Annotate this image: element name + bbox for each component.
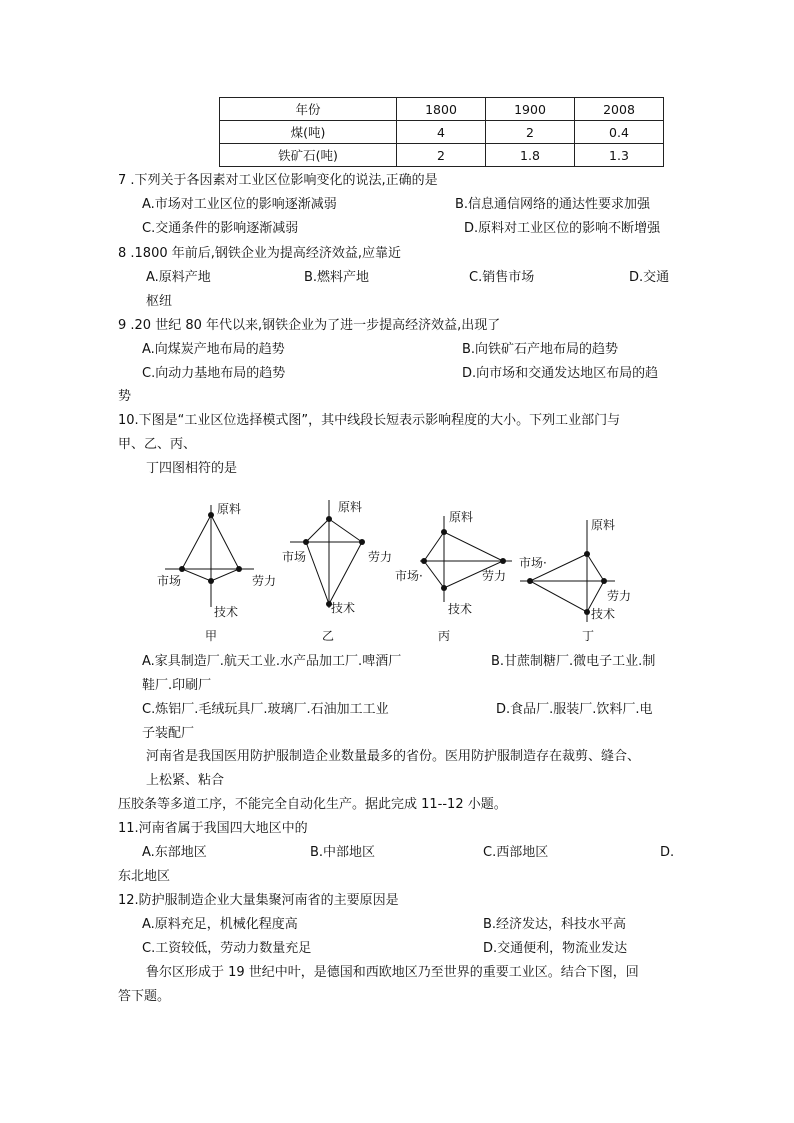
q11-option-a: A.东部地区 <box>142 845 207 860</box>
q8-option-d-cont: 枢纽 <box>146 294 173 309</box>
table-cell: 2008 <box>575 98 664 121</box>
table-cell: 1.8 <box>486 144 575 167</box>
q9-option-d: D.向市场和交通发达地区布局的趋 <box>462 366 659 381</box>
q7-stem: 7 .下列关于各因素对工业区位影响变化的说法,正确的是 <box>118 173 438 188</box>
data-table <box>219 97 664 167</box>
q8-option-b: B.燃料产地 <box>304 270 370 285</box>
q9-option-d-cont: 势 <box>118 389 132 404</box>
table-header-row <box>220 98 664 121</box>
bing-tech-label: 技术 <box>448 602 473 616</box>
q11-option-c: C.西部地区 <box>483 845 549 860</box>
location-model-diagram <box>0 490 794 645</box>
yi-raw-label: 原料 <box>338 500 363 514</box>
q10-option-a: A.家具制造厂.航天工业.水产品加工厂.啤酒厂 <box>142 654 402 669</box>
q12-stem: 12.防护服制造企业大量集聚河南省的主要原因是 <box>118 893 399 908</box>
diagram-ding <box>519 517 631 643</box>
q10-option-b-cont: 鞋厂.印刷厂 <box>142 678 212 693</box>
q8-option-c: C.销售市场 <box>469 270 535 285</box>
q9-option-b: B.向铁矿石产地布局的趋势 <box>462 342 619 357</box>
q10-option-b: B.甘蔗制糖厂.微电子工业.制 <box>491 654 656 669</box>
table-cell: 2 <box>486 121 575 144</box>
q9-stem: 9 .20 世纪 80 年代以来,钢铁企业为了进一步提高经济效益,出现了 <box>118 318 501 333</box>
table-cell: 年份 <box>220 98 397 121</box>
table-cell: 1800 <box>397 98 486 121</box>
q10-stem-line1: 10.下图是“工业区位选择模式图”，其中线段长短表示影响程度的大小。下列工业部门与 <box>118 413 621 428</box>
q8-stem: 8 .1800 年前后,钢铁企业为提高经济效益,应靠近 <box>118 246 402 261</box>
q11-stem: 11.河南省属于我国四大地区中的 <box>118 821 308 836</box>
yi-market-label: 市场 <box>282 550 307 564</box>
yi-labor-label: 劳力 <box>368 550 393 564</box>
table-cell: 2 <box>397 144 486 167</box>
q11-option-b: B.中部地区 <box>310 845 376 860</box>
q10-option-d: D.食品厂.服装厂.饮料厂.电 <box>496 702 653 717</box>
passage1-line2: 上松紧、粘合 <box>146 773 225 788</box>
q12-option-a: A.原料充足，机械化程度高 <box>142 917 298 932</box>
passage1-line3: 压胶条等多道工序，不能完全自动化生产。据此完成 11--12 小题。 <box>118 797 507 812</box>
q12-option-c: C.工资较低，劳动力数量充足 <box>142 941 312 956</box>
jia-market-label: 市场 <box>157 574 182 588</box>
ding-raw-label: 原料 <box>591 518 616 532</box>
jia-tech-label: 技术 <box>214 605 239 619</box>
diagram-bing <box>395 509 512 643</box>
jia-raw-label: 原料 <box>217 502 242 516</box>
q9-option-c: C.向动力基地布局的趋势 <box>142 366 286 381</box>
q10-option-d-cont: 子装配厂 <box>142 726 195 741</box>
q7-option-b: B.信息通信网络的通达性要求加强 <box>455 197 651 212</box>
jia-labor-label: 劳力 <box>252 574 277 588</box>
table-row <box>220 144 664 167</box>
q11-option-d-cont: 东北地区 <box>118 869 171 884</box>
table-cell: 铁矿石(吨) <box>220 144 397 167</box>
q8-option-d: D.交通 <box>629 270 670 285</box>
q8-option-a: A.原料产地 <box>146 270 211 285</box>
diagram-jia <box>157 501 276 643</box>
q7-option-a: A.市场对工业区位的影响逐渐减弱 <box>142 197 337 212</box>
jia-name: 甲 <box>205 629 218 643</box>
ding-tech-label: 技术 <box>591 607 616 621</box>
ding-name: 丁 <box>582 629 595 643</box>
q7-option-d: D.原料对工业区位的影响不断增强 <box>464 221 661 236</box>
bing-market-label: 市场· <box>395 569 423 583</box>
table-row <box>220 121 664 144</box>
table-cell: 0.4 <box>575 121 664 144</box>
passage1-line1: 河南省是我国医用防护服制造企业数量最多的省份。医用防护服制造存在裁剪、缝合、 <box>146 749 641 764</box>
yi-name: 乙 <box>322 629 335 643</box>
q11-option-d: D. <box>660 845 675 860</box>
diagram-yi <box>282 499 392 643</box>
q10-option-c: C.炼铝厂.毛绒玩具厂.玻璃厂.石油加工工业 <box>142 702 389 717</box>
ding-labor-label: 劳力 <box>607 589 632 603</box>
bing-labor-label: 劳力 <box>482 569 507 583</box>
q10-stem-line2: 甲、乙、丙、 <box>118 437 197 452</box>
q7-option-c: C.交通条件的影响逐渐减弱 <box>142 221 299 236</box>
ding-market-label: 市场· <box>519 556 547 570</box>
q12-option-b: B.经济发达，科技水平高 <box>483 917 627 932</box>
bing-name: 丙 <box>438 629 451 643</box>
q12-option-d: D.交通便利，物流业发达 <box>483 941 628 956</box>
table-cell: 煤(吨) <box>220 121 397 144</box>
table-cell: 1900 <box>486 98 575 121</box>
table-cell: 4 <box>397 121 486 144</box>
q10-stem-line3: 丁四图相符的是 <box>146 461 238 476</box>
bing-raw-label: 原料 <box>449 510 474 524</box>
passage2-line2: 答下题。 <box>118 989 171 1004</box>
q9-option-a: A.向煤炭产地布局的趋势 <box>142 342 285 357</box>
yi-tech-label: 技术 <box>331 601 356 615</box>
table-cell: 1.3 <box>575 144 664 167</box>
passage2-line1: 鲁尔区形成于 19 世纪中叶，是德国和西欧地区乃至世界的重要工业区。结合下图，回 <box>146 965 639 980</box>
